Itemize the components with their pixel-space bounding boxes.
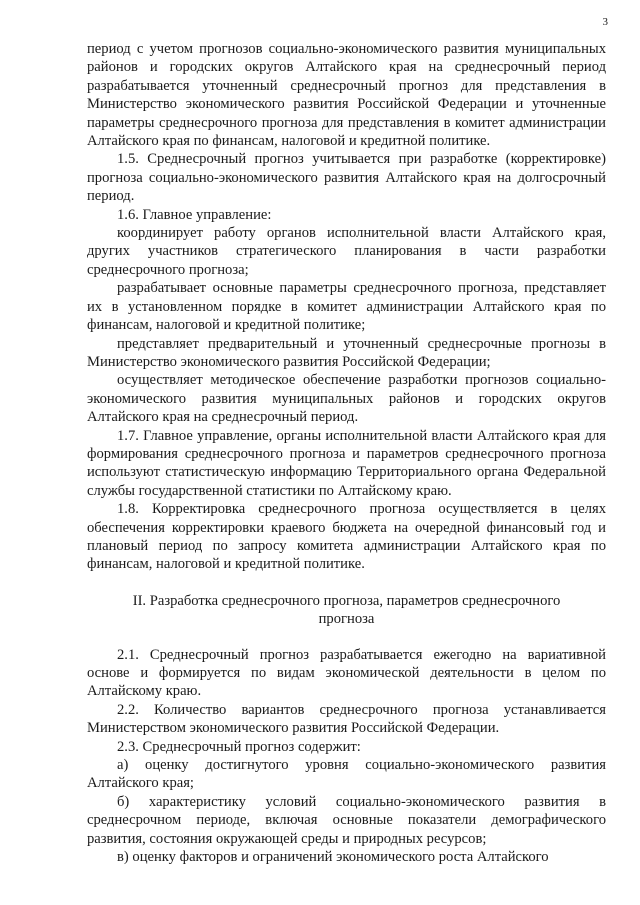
paragraph-2-1: 2.1. Среднесрочный прогноз разрабатывается ежегодно на вариативной основе и формируется по видам экономической деятельности в целом по Алтайскому краю.: [87, 646, 606, 700]
paragraph-2-3: 2.3. Среднесрочный прогноз содержит:: [117, 738, 361, 755]
paragraph-2-2: 2.2. Количество вариантов среднесрочного прогноза устанавливается Министерством экономического развития Российской Федерации.: [87, 701, 606, 737]
paragraph-2-3-b: б) характеристику условий социально-экономического развития в среднесрочном периоде, включая основные показатели демографического развития, состояния окружающей среды и природных ресурсов;: [87, 793, 606, 847]
paragraph-1-6-item-3: представляет предварительный и уточненный среднесрочные прогнозы в Министерство экономического развития Российской Федерации;: [87, 335, 606, 370]
paragraph-1-6-item-4: осуществляет методическое обеспечение разработки прогнозов социально-экономического развития муниципальных районов и городских округов Алтайского края на среднесрочный период.: [87, 372, 606, 426]
paragraph-1-5: 1.5. Среднесрочный прогноз учитывается при разработке (корректировке) прогноза социально-экономического развития Алтайского края на долгосрочный период.: [87, 151, 606, 205]
section-heading: II. Разработка среднесрочного прогноза, параметров среднесрочного прогноза: [132, 592, 561, 628]
document-body: [87, 40, 606, 866]
page-number: 3: [602, 16, 608, 28]
paragraph-continuation: период с учетом прогнозов социально-экономического развития муниципальных районов и городских округов Алтайского края на среднесрочный период разрабатывается уточненный среднесрочный прогноз для представления в Министерство экономического развития Российской Федерации и уточненные параметры среднесрочного прогноза для представления в комитет администрации Алтайского края по финансам, налоговой и кредитной политике.: [87, 41, 606, 150]
paragraph-2-3-a: а) оценку достигнутого уровня социально-экономического развития Алтайского края;: [87, 757, 606, 792]
paragraph-1-8: 1.8. Корректировка среднесрочного прогноза осуществляется в целях обеспечения корректировки краевого бюджета на очередной финансовый год и плановый период по запросу комитета администрации Алтайского края по финансам, налоговой и кредитной политике.: [87, 501, 606, 573]
paragraph-1-6-item-1: координирует работу органов исполнительной власти Алтайского края, других участников стратегического планирования в части разработки среднесрочного прогноза;: [87, 225, 606, 278]
paragraph-1-6: 1.6. Главное управление:: [117, 206, 272, 223]
paragraph-2-3-v: в) оценку факторов и ограничений экономического роста Алтайского: [117, 849, 549, 866]
paragraph-1-7: 1.7. Главное управление, органы исполнительной власти Алтайского края для формирования среднесрочного прогноза и параметров среднесрочного прогноза используют статистическую информацию Территориального органа Федеральной службы государственной статистики по Алтайскому краю.: [87, 427, 606, 499]
paragraph-1-6-item-2: разрабатывает основные параметры среднесрочного прогноза, представляет их в установленном порядке в комитет администрации Алтайского края по финансам, налоговой и кредитной политике;: [87, 280, 606, 334]
